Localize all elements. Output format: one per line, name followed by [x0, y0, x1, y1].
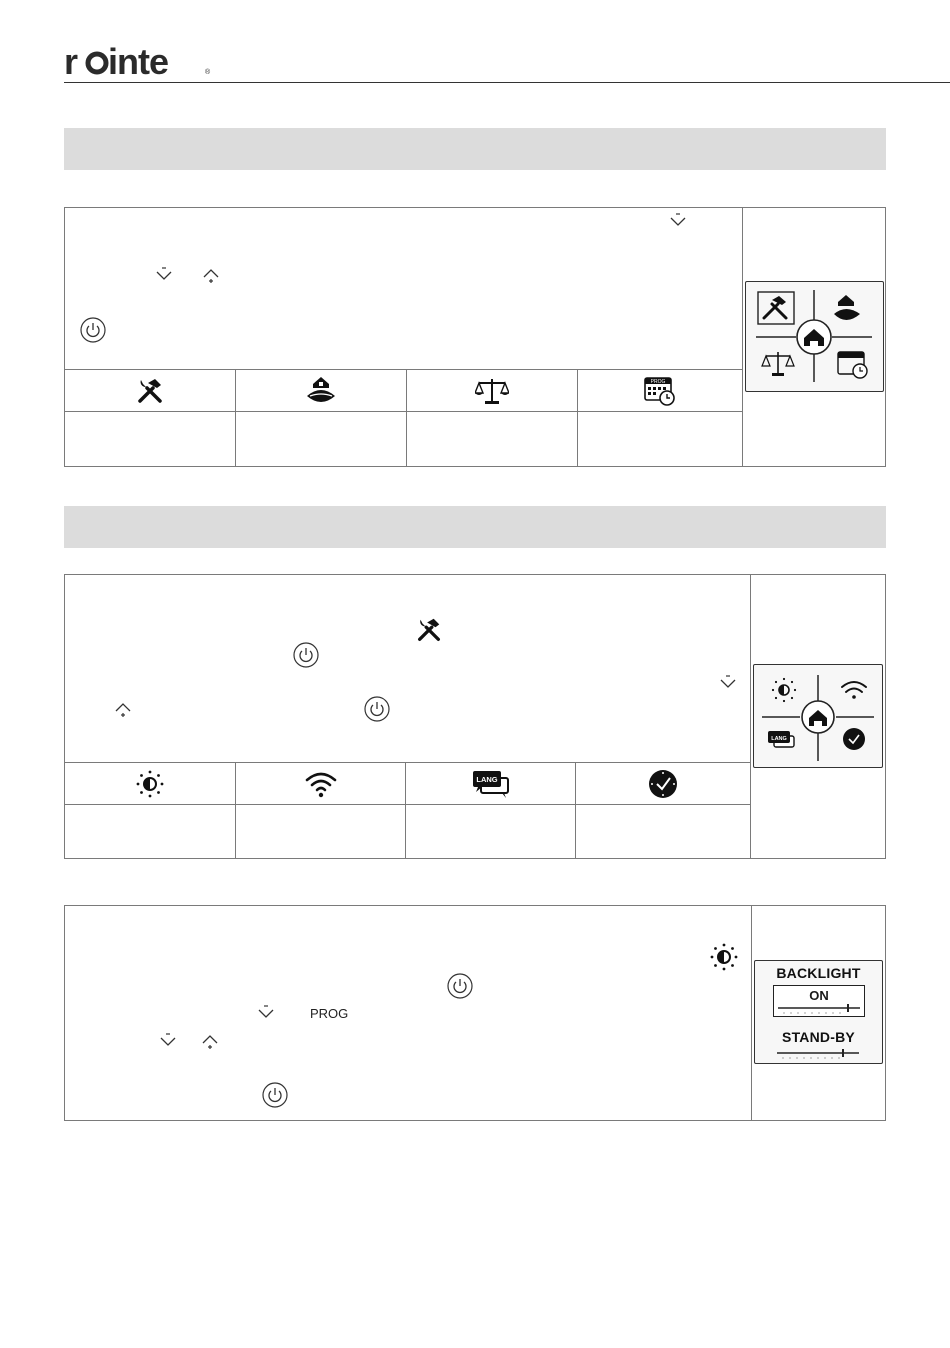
settings-screen-illustration: [753, 664, 883, 768]
svg-text:LANG: LANG: [771, 736, 787, 742]
menu-screen-illustration: [745, 281, 884, 392]
power-button-icon: [80, 317, 106, 343]
down-minus-icon: [669, 212, 687, 230]
tools-icon: [414, 615, 444, 645]
up-plus-icon: [202, 266, 220, 284]
power-button-icon: [447, 973, 473, 999]
section-3-table: [64, 905, 886, 1121]
backlight-on-option: [773, 985, 865, 1017]
eco-house-icon: [236, 370, 406, 411]
section-1-heading-band: [64, 128, 886, 170]
up-plus-icon: [114, 700, 132, 718]
brightness-icon: [709, 942, 739, 972]
backlight-on-label: ON: [809, 988, 829, 1003]
down-minus-icon: [257, 1004, 275, 1022]
down-minus-icon: [719, 674, 737, 692]
header-rule: [64, 82, 950, 83]
backlight-screen-illustration: [754, 960, 883, 1064]
lang-icon: [406, 763, 575, 804]
section-1-table: [64, 207, 886, 467]
tools-icon: [65, 370, 235, 411]
clock-icon: [576, 763, 750, 804]
standby-slider: [777, 1049, 859, 1059]
balance-icon: [407, 370, 577, 411]
brightness-icon: [65, 763, 235, 804]
power-button-icon: [262, 1082, 288, 1108]
svg-text:inte: inte: [108, 41, 169, 80]
svg-text:r: r: [64, 41, 78, 80]
section-2-table: [64, 574, 886, 859]
prog-calendar-icon: [578, 370, 742, 411]
rointe-logo: [64, 40, 224, 80]
up-plus-icon: [201, 1032, 219, 1050]
svg-text:®: ®: [205, 69, 211, 76]
section-2-heading-band: [64, 506, 886, 548]
svg-text:LANG: LANG: [475, 774, 498, 784]
down-minus-icon: [155, 266, 173, 284]
power-button-icon: [364, 696, 390, 722]
power-button-icon: [293, 642, 319, 668]
prog-label: PROG: [310, 1006, 349, 1021]
wifi-icon: [236, 763, 405, 804]
backlight-title: BACKLIGHT: [776, 965, 861, 981]
standby-label: STAND-BY: [782, 1029, 855, 1045]
down-minus-icon: [159, 1032, 177, 1050]
svg-text:PROG: PROG: [650, 378, 666, 385]
